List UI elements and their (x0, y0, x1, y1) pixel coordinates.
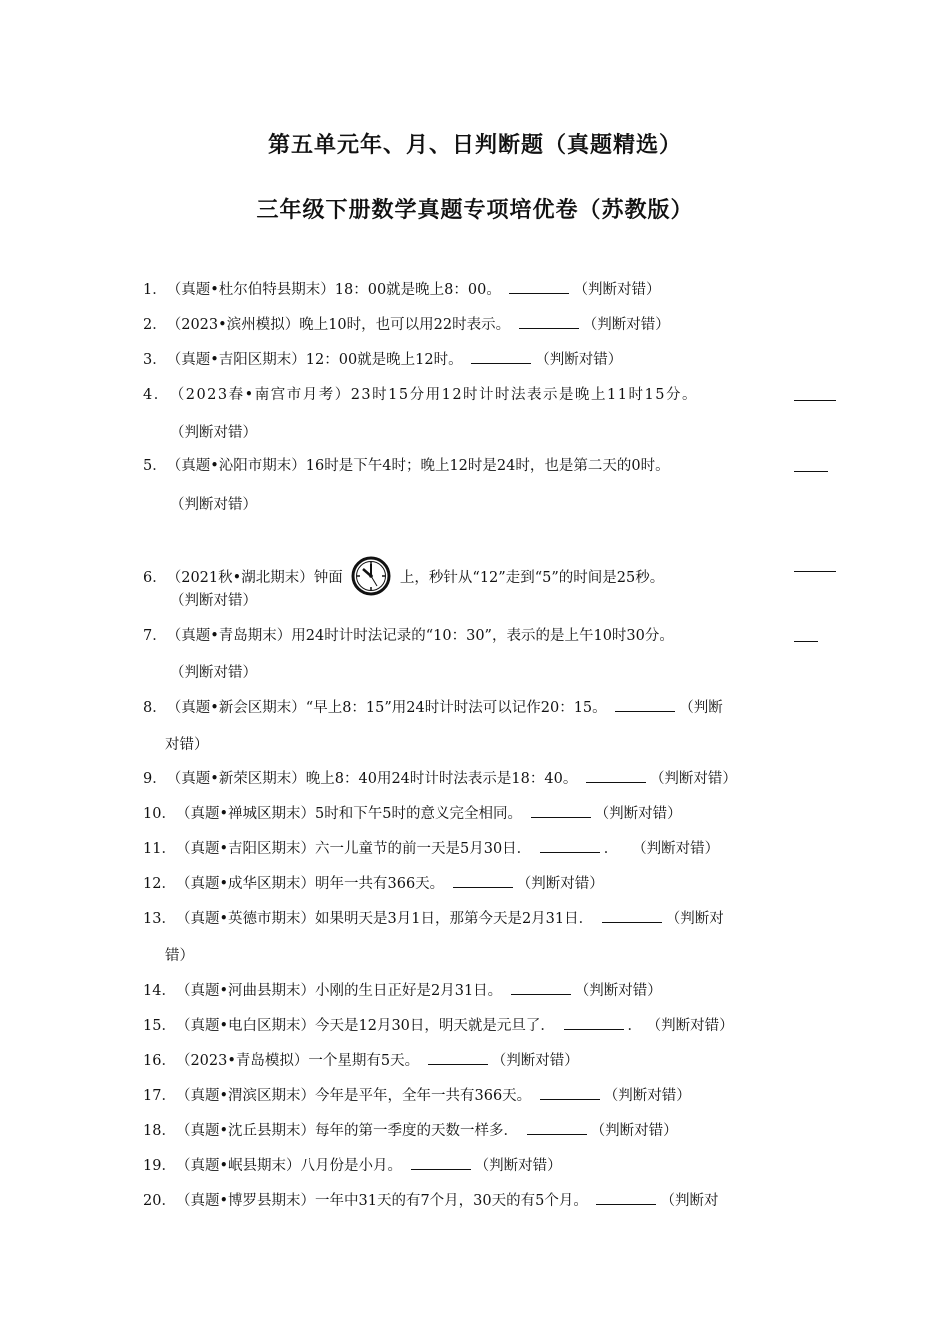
question-tail: （判断对错） (590, 1123, 678, 1139)
answer-blank[interactable] (527, 1121, 587, 1135)
answer-blank[interactable] (540, 839, 600, 853)
answer-blank[interactable] (602, 909, 662, 923)
question-tail: （判断对错） (516, 876, 604, 892)
answer-blank[interactable] (428, 1051, 488, 1065)
question-18 (143, 1121, 678, 1141)
question-number: 5． (143, 458, 167, 474)
question-16 (143, 1051, 579, 1071)
question-text: 上，秒针从“12”走到“5”的时间是25秒。 (399, 570, 665, 586)
question-15 (143, 1016, 734, 1036)
question-number: 9． (143, 771, 167, 787)
question-tail: （判断对错） (603, 1088, 691, 1104)
question-text: （真题•沁阳市期末）16时是下午4时；晚上12时是24时，也是第二天的0时。 (166, 458, 670, 474)
question-text: （真题•岷县期末）八月份是小月。 (175, 1158, 403, 1174)
question-number: 3． (143, 352, 167, 368)
question-7-continuation: （判断对错） (170, 665, 257, 681)
answer-blank[interactable] (531, 804, 591, 818)
answer-blank[interactable] (794, 385, 836, 401)
question-13-continuation: 错） (165, 948, 194, 964)
answer-blank[interactable] (519, 315, 579, 329)
question-text: （2023•滨州模拟）晚上10时，也可以用22时表示。 (166, 317, 511, 333)
question-11 (143, 839, 719, 859)
question-4 (143, 385, 698, 405)
question-number: 20． (143, 1193, 176, 1209)
question-number: 18． (143, 1123, 176, 1139)
question-number: 1． (143, 282, 167, 298)
question-number: 7． (143, 628, 167, 644)
question-number: 2． (143, 317, 167, 333)
question-tail: （判断 (679, 700, 723, 716)
answer-blank[interactable] (794, 626, 818, 642)
question-number: 8． (143, 700, 167, 716)
question-number: 13． (143, 911, 176, 927)
question-number: 4． (143, 387, 170, 403)
question-6-continuation: （判断对错） (170, 593, 257, 609)
question-text: （真题•沈丘县期末）每年的第一季度的天数一样多． (175, 1123, 519, 1139)
question-number: 17． (143, 1088, 176, 1104)
question-5-continuation: （判断对错） (170, 497, 257, 513)
question-text: （真题•成华区期末）明年一共有366天。 (175, 876, 445, 892)
question-text: （2021秋•湖北期末）钟面 (166, 570, 343, 586)
question-number: 14． (143, 983, 176, 999)
question-text: （真题•博罗县期末）一年中31天的有7个月，30天的有5个月。 (175, 1193, 588, 1209)
question-text: （真题•英德市期末）如果明天是3月1日，那第今天是2月31日． (175, 911, 594, 927)
question-text: （真题•禅城区期末）5时和下午5时的意义完全相同。 (175, 806, 522, 822)
question-text: （真题•河曲县期末）小刚的生日正好是2月31日。 (175, 983, 503, 999)
question-8-continuation: 对错） (165, 737, 209, 753)
question-text: （真题•新会区期末）“早上8：15”用24时计时法可以记作20：15。 (166, 700, 607, 716)
question-tail: （判断对 (660, 1193, 719, 1209)
question-text: （真题•新荣区期末）晚上8：40用24时计时法表示是18：40。 (166, 771, 578, 787)
question-tail: （判断对错） (474, 1158, 562, 1174)
question-6 (143, 556, 664, 596)
question-1 (143, 280, 660, 300)
question-text: （真题•电白区期末）今天是12月30日，明天就是元旦了． (175, 1018, 555, 1034)
question-number: 15． (143, 1018, 176, 1034)
question-punct: ． (627, 1018, 643, 1034)
question-tail: （判断对错） (574, 983, 662, 999)
page-title: 第五单元年、月、日判断题（真题精选） (267, 133, 682, 158)
answer-blank[interactable] (540, 1086, 600, 1100)
question-3 (143, 350, 622, 370)
question-20 (143, 1191, 718, 1211)
question-text: （2023•青岛模拟）一个星期有5天。 (175, 1053, 420, 1069)
question-number: 6． (143, 570, 167, 586)
question-7 (143, 626, 674, 646)
question-tail: （判断对错） (535, 352, 623, 368)
question-text: （真题•杜尔伯特县期末）18：00就是晚上8：00。 (166, 282, 501, 298)
question-14 (143, 981, 662, 1001)
question-tail: （判断对错） (582, 317, 670, 333)
question-tail: （判断对错） (632, 841, 720, 857)
answer-blank[interactable] (586, 769, 646, 783)
answer-blank[interactable] (596, 1191, 656, 1205)
page-subtitle: 三年级下册数学真题专项培优卷（苏教版） (256, 198, 694, 223)
question-number: 10． (143, 806, 176, 822)
question-4-continuation: （判断对错） (170, 425, 257, 441)
question-tail: （判断对错） (491, 1053, 579, 1069)
question-12 (143, 874, 604, 894)
answer-blank[interactable] (615, 698, 675, 712)
question-10 (143, 804, 682, 824)
question-number: 16． (143, 1053, 176, 1069)
answer-blank[interactable] (509, 280, 569, 294)
question-8 (143, 698, 723, 718)
question-tail: （判断对错） (594, 806, 682, 822)
question-2 (143, 315, 670, 335)
question-5 (143, 456, 670, 476)
question-text: （真题•吉阳区期末）六一儿童节的前一天是5月30日． (175, 841, 532, 857)
question-13 (143, 909, 724, 929)
answer-blank[interactable] (564, 1016, 624, 1030)
question-text: （2023春•南宫市月考）23时15分用12时计时法表示是晚上11时15分。 (169, 387, 698, 403)
question-text: （真题•渭滨区期末）今年是平年，全年一共有366天。 (175, 1088, 532, 1104)
answer-blank[interactable] (794, 456, 828, 472)
question-tail: （判断对 (665, 911, 724, 927)
question-19 (143, 1156, 562, 1176)
question-punct: ． (603, 841, 619, 857)
answer-blank[interactable] (794, 556, 836, 572)
question-text: （真题•青岛期末）用24时计时法记录的“10：30”，表示的是上午10时30分。 (166, 628, 674, 644)
question-17 (143, 1086, 691, 1106)
answer-blank[interactable] (511, 981, 571, 995)
question-number: 19． (143, 1158, 176, 1174)
question-number: 11． (143, 841, 176, 857)
question-tail: （判断对错） (649, 771, 737, 787)
answer-blank[interactable] (453, 874, 513, 888)
question-tail: （判断对错） (646, 1018, 734, 1034)
question-tail: （判断对错） (573, 282, 661, 298)
answer-blank[interactable] (471, 350, 531, 364)
clock-icon (351, 556, 391, 596)
answer-blank[interactable] (411, 1156, 471, 1170)
question-9 (143, 769, 737, 789)
question-text: （真题•吉阳区期末）12：00就是晚上12时。 (166, 352, 463, 368)
question-number: 12． (143, 876, 176, 892)
